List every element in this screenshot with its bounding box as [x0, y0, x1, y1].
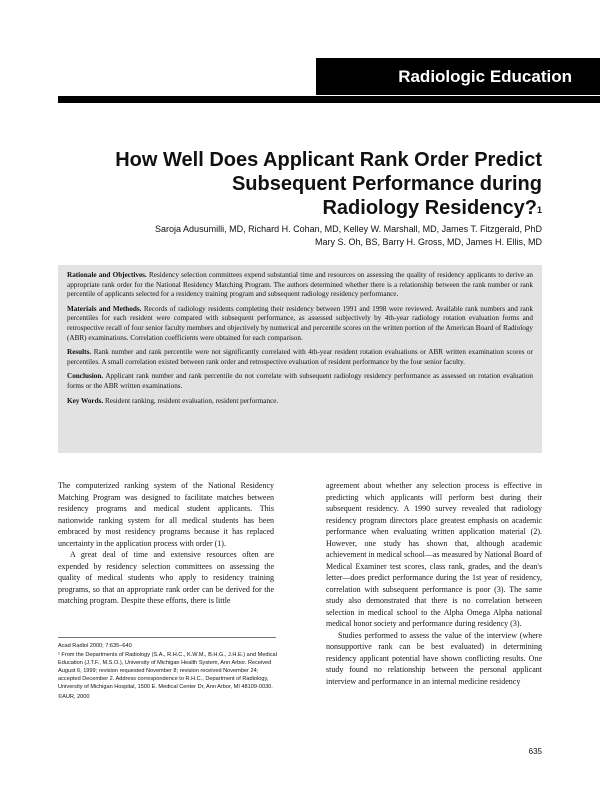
- footnote-affiliation: ¹ From the Departments of Radiology (S.A., R.H.C., K.W.M., B.H.G., J.H.E.) and Medical Education (J.T.F., M.S.O.), University of Michigan Health System, Ann Arbor. Received August 6, 1999; revision requested November 8; revision received November 24; accepted December 2. Address correspondence to R.H.C., Department of Radiology, University of Michigan Hospital, 1500 E. Medical Center Dr, Ann Arbor, MI 48109-0030.: [58, 652, 277, 691]
- author-line: Mary S. Oh, BS, Barry H. Gross, MD, James H. Ellis, MD: [314, 237, 542, 247]
- header-rule: [58, 96, 600, 103]
- footnote: [58, 642, 278, 702]
- abstract-box: [58, 265, 542, 453]
- body-paragraph: agreement about whether any selection process is effective in predicting which applicants will perform best during their subsequent residency. A 1990 survey revealed that radiology residency program directors place greatest emphasis on academic performance when evaluating written application material (2). However, one study has shown that, although academic achievement in medical school—as measured by National Board of Medical Examiner test scores, class rank, grades, and the dean's letter—does predict performance during the 1st year of residency, correlation with subsequent performance is poor (3). The same study also demonstrated that there is no correlation between selection in medical school to the Alpha Omega Alpha national medical honor society and performance during residency (3).: [326, 481, 542, 628]
- author-line: Saroja Adusumilli, MD, Richard H. Cohan, MD, Kelley W. Marshall, MD, James T. Fitzgerald, PhD: [155, 224, 542, 234]
- footnote-copyright: ©AUR, 2000: [58, 693, 90, 700]
- footnote-citation: Acad Radiol 2000; 7:635–640: [58, 643, 132, 649]
- title-line: Radiology Residency?$^1$: [322, 197, 542, 219]
- article-title: [92, 148, 542, 220]
- title-line: Subsequent Performance during: [231, 173, 542, 195]
- abstract-keywords: Key Words. Resident ranking, resident evaluation, resident performance.: [67, 396, 279, 405]
- section-title: Radiologic Education: [398, 66, 572, 86]
- abstract-conclusion: Conclusion. Applicant rank number and rank percentile do not correlate with subsequent radiology residency performance as assessed on rotation evaluation forms or the ABR written examinations.: [67, 372, 534, 390]
- section-banner: [316, 58, 600, 95]
- abstract-results: Results. Rank number and rank percentile were not significantly correlated with 4th-year resident rotation evaluations or ABR written examination scores or percentiles. A small correlation existed between rank order and retrospective evaluation of resident performance by the four senior faculty.: [67, 348, 534, 366]
- page-number: 635: [528, 747, 542, 756]
- title-line: How Well Does Applicant Rank Order Predict: [115, 149, 542, 171]
- footnote-divider: [58, 637, 276, 638]
- abstract-methods: Materials and Methods. Records of radiology residents completing their residency between 1991 and 1998 were reviewed. Available rank numbers and rank percentiles for each resident were compared with subsequent performance, as assessed subjectively by 4th-year radiology rotation evaluation forms and retrospective recall of four senior faculty members and objectively by numerical and percentile scores on the written portion of the American Board of Radiology (ABR) examinations. Correlation coefficients were obtained for each comparison.: [67, 304, 533, 342]
- body-paragraph: Studies performed to assess the value of the interview (where nonsupportive rank can be best evaluated) in determining residency applicant potential have shown conflicting results. One study found no relationship between the personal applicant interview and performance in an internal medicine residency: [326, 630, 542, 686]
- body-paragraph: A great deal of time and extensive resources often are expended by residency selection committees on assessing the quality of medical students who apply to residency training programs, so that an appropriate rank order can be derived for the matching program. Despite these efforts, there is little: [58, 550, 274, 605]
- body-column-left: [58, 480, 274, 607]
- body-paragraph: The computerized ranking system of the National Residency Matching Program was designed to facilitate matches between residency programs and medical student applicants. This nationwide ranking system for all medical students has been embraced by most residency programs because it has replaced uncertainty in the application process with order (1).: [58, 481, 274, 548]
- title-footnote-mark: 1: [536, 205, 542, 215]
- body-column-right: [326, 480, 542, 687]
- author-list: [102, 223, 542, 249]
- abstract-rationale: Rationale and Objectives. Residency selection committees expend substantial time and resources on assessing the quality of residency applicants to derive an appropriate rank order for the National Residency Matching Program. The authors determined whether there is a relationship between the rank number or rank percentile of applicants selected for a residency training program and subsequent radiology residency performance.: [67, 271, 534, 299]
